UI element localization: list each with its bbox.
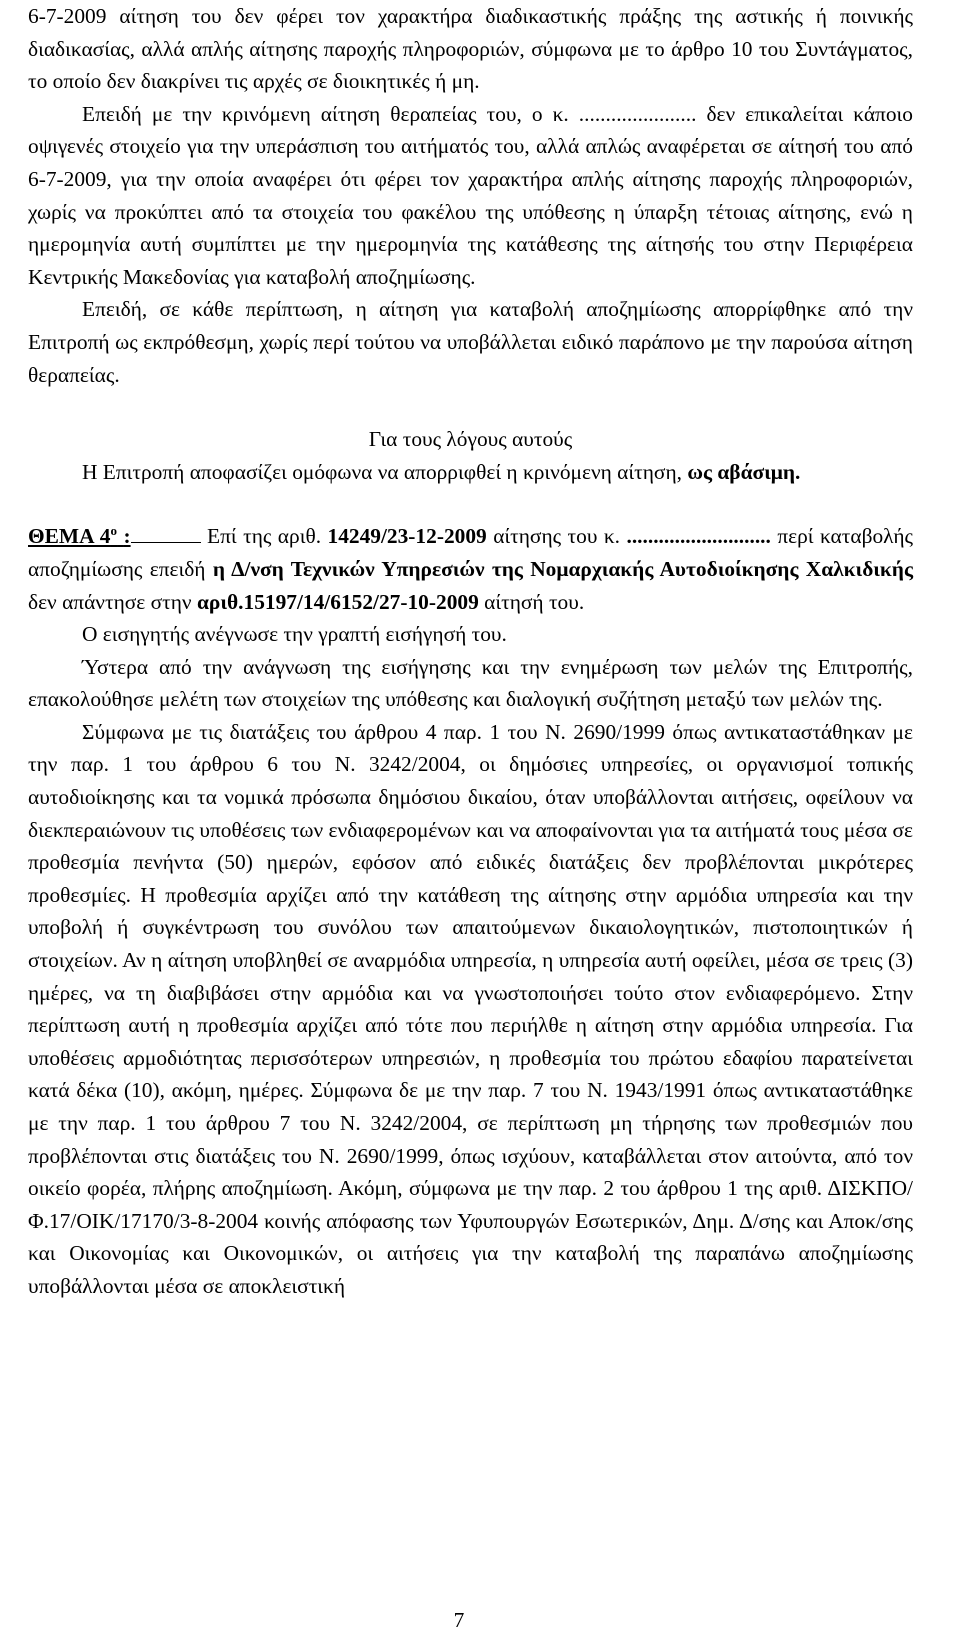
paragraph-rapporteur: Ο εισηγητής ανέγνωσε την γραπτή εισήγησή του. xyxy=(82,622,507,647)
paragraph-legal-basis: Σύμφωνα με τις διατάξεις του άρθρου 4 παρ. 1 του Ν. 2690/1999 όπως αντικαταστάθηκαν με την παρ. 1 του άρθρου 6 του Ν. 3242/2004, οι δημόσιες υπηρεσίες, οι οργανισμοί τοπικής αυτοδιοίκησης και τα νομικά πρόσωπα δημόσιου δικαίου, όταν υποβάλλονται αιτήσεις, οφείλουν να διεκπεραιώνουν τις υποθέσεις των ενδιαφερομένων και να αποφαίνονται για τα αιτήματά τους μέσα σε προθεσμία πενήντα (50) ημερών, εφόσον από ειδικές διατάξεις δεν προβλέπονται μικρότερες προθεσμίες. Η προθεσμία αρχίζει από την κατάθεση της αίτησης στην αρμόδια υπηρεσία και την υποβολή ή συγκέντρωση του συνόλου των απαιτούμενων δικαιολογητικών, πιστοποιητικών ή στοιχείων. Αν η αίτηση υποβληθεί σε αναρμόδια υπηρεσία, η υπηρεσία αυτή οφείλει, μέσα σε τρεις (3) ημέρες, να τη διαβιβάσει στην αρμόδια και να γνωστοποιήσει τούτο στον ενδιαφερόμενο. Στην περίπτωση αυτή η προθεσμία αρχίζει από τότε που περιήλθε η αίτηση στην αρμόδια υπηρεσία. Για υποθέσεις αρμοδιότητας περισσότερων υπηρεσιών, η προθεσμία του πρώτου εδαφίου παρατείνεται κατά δέκα (10), ακόμη, ημέρες. Σύμφωνα δε με την παρ. 7 του Ν. 1943/1991 όπως αντικαταστάθηκε με την παρ. 1 του άρθρου 7 του Ν. 3242/2004, σε περίπτωση μη τήρησης των προθεσμιών που προβλέπονται στις διατάξεις του Ν. 2690/1999, όπως ισχύουν, καταβάλλεται στον αιτούντα, από τον οικείο φορέα, πλήρης αποζημίωση. Ακόμη, σύμφωνα με την παρ. 2 του άρθρου 1 της αριθ. ΔΙΣΚΠΟ/Φ.17/ΟΙΚ/17170/3-8-2004 κοινής απόφασης των Υφυπουργών Εσωτερικών, Δημ. Δ/σης και Αποκ/σης και Οικονομίας και Οικονομικών, οι αιτήσεις για την καταβολή της παραπάνω αποζημίωσης υποβάλλονται μέσα σε αποκλειστική xyxy=(28,719,913,1298)
paragraph-request-review: Επειδή με την κρινόμενη αίτηση θεραπείας του, ο κ. ...................... δεν επικαλείται κάποιο οψιγενές στοιχείο για την υπεράσπιση του αιτήματός του, αλλά απλώς αναφέρεται σε αίτησή του από 6-7-2009, για την οποία αναφέρει ότι φέρει τον χαρακτήρα απλής αίτησης παροχής πληροφοριών, χωρίς να προκύπτει από τα στοιχεία του φακέλου της υπόθεσης η ύπαρξη τέτοιας αίτησης, ενώ η ημερομηνία αυτή συμπίπτει με την ημερομηνία της κατάθεσης της αίτησής του στην Περιφέρεια Κεντρικής Μακεδονίας για καταβολή αποζημίωσης. xyxy=(28,101,913,289)
page-number: 7 xyxy=(453,1608,465,1632)
theme-text-2: αίτησης του κ. xyxy=(493,524,621,549)
spacer xyxy=(28,488,913,520)
decision-bold: ως αβάσιμη. xyxy=(687,459,801,484)
theme-text-4: δεν απάντησε στην xyxy=(28,589,192,614)
theme-superscript: ο xyxy=(110,523,118,539)
reasons-heading: Για τους λόγους αυτούς xyxy=(368,427,573,452)
theme-label: ΘΕΜΑ $4^o$ : xyxy=(28,524,201,548)
theme-underline xyxy=(131,541,201,543)
decision-text: Η Επιτροπή αποφασίζει ομόφωνα να απορριφθεί η κρινόμενη αίτηση, xyxy=(82,459,682,484)
document-page xyxy=(28,0,913,1303)
theme-ref-2: αριθ.15197/14/6152/27-10-2009 xyxy=(196,589,479,614)
paragraph-continuation: 6-7-2009 αίτηση του δεν φέρει τον χαρακτήρα διαδικαστικής πράξης της αστικής ή ποινικής διαδικασίας, αλλά απλής αίτησης παροχής πληροφοριών, σύμφωνα με το άρθρο 10 του Συντάγματος, το οποίο δεν διακρίνει τις αρχές σε διοικητικές ή μη. xyxy=(28,4,913,94)
theme-dots: ........................... xyxy=(626,524,771,549)
theme-text-3: περί καταβολής αποζημίωσης επειδή xyxy=(28,524,913,581)
decision-paragraph xyxy=(28,456,913,489)
theme-authority: η Δ/νση Τεχνικών Υπηρεσιών της Νομαρχιακής Αυτοδιοίκησης Χαλκιδικής xyxy=(212,556,913,581)
paragraph-rejection: Επειδή, σε κάθε περίπτωση, η αίτηση για καταβολή αποζημίωσης απορρίφθηκε από την Επιτροπή ως εκπρόθεσμη, χωρίς περί τούτου να υποβάλλεται ειδικό παράπονο με την παρούσα αίτηση θεραπείας. xyxy=(28,297,913,387)
spacer xyxy=(28,391,913,423)
theme-paragraph xyxy=(28,520,913,618)
theme-ref-1: 14249/23-12-2009 xyxy=(327,524,487,549)
paragraph-discussion: Ύστερα από την ανάγνωση της εισήγησης και την ενημέρωση των μελών της Επιτροπής, επακολούθησε μελέτη των στοιχείων της υπόθεσης και διαλογική συζήτηση μεταξύ των μελών της. xyxy=(28,654,913,712)
theme-text-1: Επί της αριθ. xyxy=(207,524,322,549)
theme-text-5: αίτησή του. xyxy=(484,589,585,614)
